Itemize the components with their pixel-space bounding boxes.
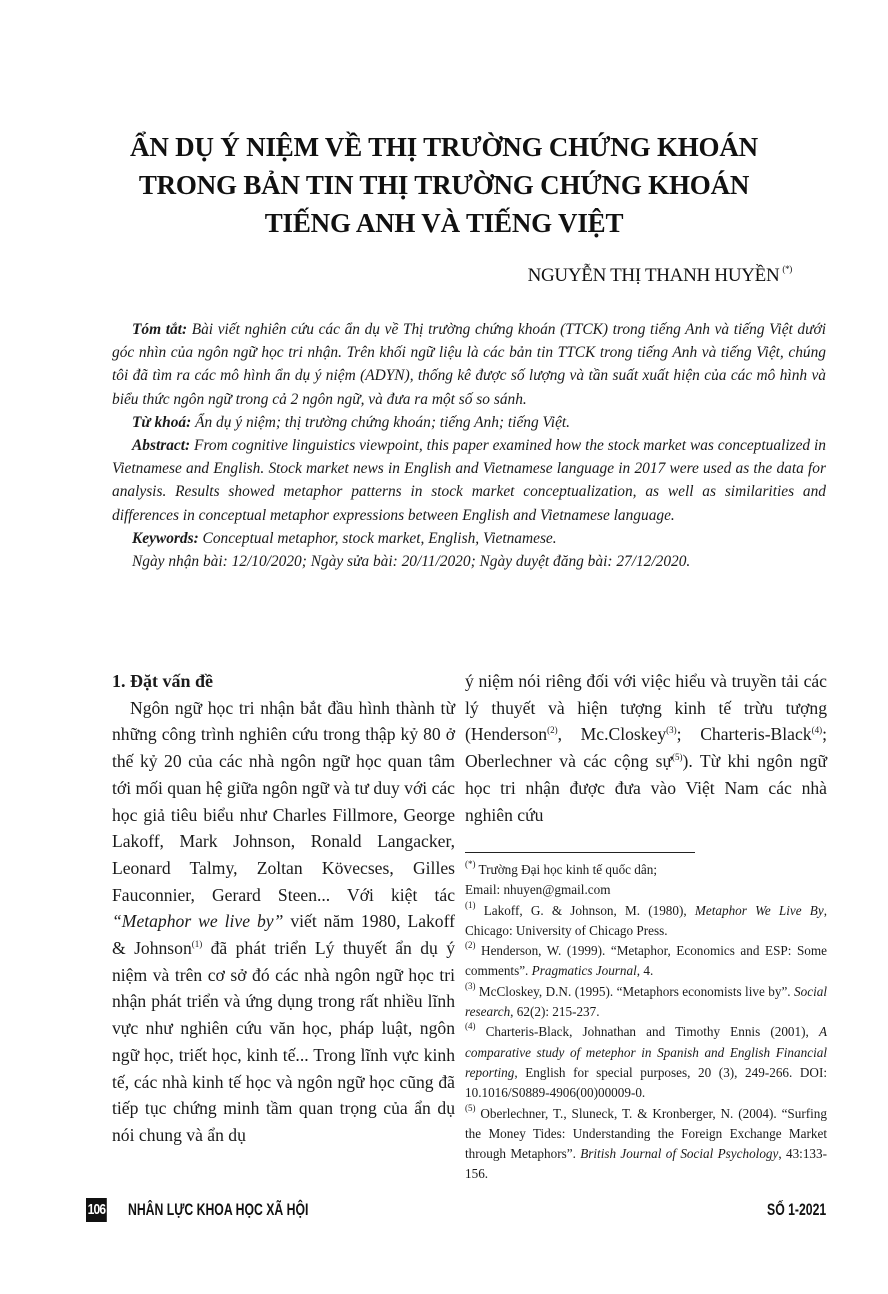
journal-name: NHÂN LỰC KHOA HỌC XÃ HỘI: [128, 1200, 309, 1219]
title-line: ẨN DỤ Ý NIỆM VỀ THỊ TRƯỜNG CHỨNG KHOÁN: [130, 132, 758, 162]
section-heading: 1. Đặt vấn đề: [112, 671, 214, 691]
footnote-text: , Chicago: University of Chicago Press.: [465, 902, 827, 938]
footnote-text: , English for special purposes, 20 (3), 249-266. DOI: 10.1016/S0889-4906(00)00009-0.: [465, 1064, 827, 1101]
footnote-title: Social research: [465, 983, 827, 1020]
footnotes: [465, 860, 827, 1185]
body-text: ý niệm nói riêng đối với việc hiểu và truyền tải các lý thuyết và hiện tượng kinh tế trừu tượng (Henderson: [465, 671, 827, 745]
abstract-label: Abstract:: [132, 437, 191, 455]
abstract-block: [112, 318, 826, 573]
summary-text: Bài viết nghiên cứu các ẩn dụ về Thị trường chứng khoán (TTCK) trong tiếng Anh và tiếng Việt dưới góc nhìn của ngôn ngữ học tri nhận. Trên khối ngữ liệu là các bản tin TTCK trong tiếng Anh và tiếng Việt, chúng tôi đã tìm ra các mô hình ẩn dụ ý niệm (ADYN), thống kê được số lượng và tần suất xuất hiện của các mô hình và biểu thức ngôn ngữ trong cả 2 ngôn ngữ, và đưa ra một số so sánh.: [112, 321, 827, 408]
footnote-title: Metaphor We Live By: [694, 902, 824, 918]
footnote-text: Oberlechner, T., Sluneck, T. & Kronberger, N. (2004). “Surfing the Money Tides: Understanding the Foreign Exchange Market through Metaphors”.: [465, 1105, 827, 1162]
footnote-3: [465, 982, 827, 1023]
vietnamese-summary: [112, 318, 826, 411]
footnote-title: British Journal of Social Psychology: [580, 1146, 779, 1162]
abstract-text: From cognitive linguistics viewpoint, this paper examined how the stock market was conceptualized in Vietnamese and English. Stock market news in English and Vietnamese language in 2017 were used as the data for analysis. Results showed metaphor patterns in stock market conceptualization, as well as similarities and differences in conceptual metaphor expressions between English and Vietnamese language.: [112, 437, 826, 524]
body-text: ; Charteris-Black: [676, 724, 812, 745]
footnote-4: [465, 1022, 827, 1103]
body-text: đã phát triển Lý thuyết ẩn dụ ý niệm và trên cơ sở đó các nhà ngôn ngữ học tri nhận phát triển và ứng dụng trong rất nhiều lĩnh vực như nghiên cứu văn học, pháp luật, ngôn ngữ học, triết học, kinh tế... Trong lĩnh vực kinh tế, các nhà kinh tế học và ngôn ngữ học cũng đã tiếp tục chứng minh tầm quan trọng của ẩn dụ nói chung và ẩn dụ: [112, 938, 455, 1145]
keywords-vn-text: Ẩn dụ ý niệm; thị trường chứng khoán; tiếng Anh; tiếng Việt.: [191, 413, 571, 431]
footnote-ref: (4): [811, 725, 823, 736]
footnote-2: [465, 941, 827, 982]
footnote-ref: (2): [547, 725, 558, 736]
footnote-ref: (5): [672, 752, 683, 763]
footnote-text: McCloskey, D.N. (1995). “Metaphors economists live by”.: [475, 983, 795, 999]
keywords-label: Keywords:: [132, 529, 199, 547]
footnote-text: , 43:133-156.: [465, 1146, 828, 1182]
english-keywords: [112, 527, 826, 550]
submission-dates: Ngày nhận bài: 12/10/2020; Ngày sửa bài: 20/11/2020; Ngày duyệt đăng bài: 27/12/2020.: [132, 553, 691, 571]
author-name: NGUYỄN THỊ THANH HUYỀN: [527, 265, 780, 286]
footnote-text: Charteris-Black, Johnathan and Timothy Ennis (2001),: [475, 1024, 819, 1040]
vietnamese-keywords: [112, 411, 826, 434]
footnote-email: Email: nhuyen@gmail.com: [465, 882, 611, 898]
body-text: ; Oberlechner và các cộng sự: [465, 724, 827, 772]
footnote-separator: [465, 852, 695, 853]
english-abstract: [112, 434, 826, 527]
body-text: ). Từ khi ngôn ngữ học tri nhận được đưa vào Việt Nam các nhà nghiên cứu: [465, 751, 827, 825]
book-title: “Metaphor we live by”: [112, 911, 284, 932]
footnote-text: , 62(2): 215-237.: [510, 1004, 600, 1020]
footnote-mark: (*): [465, 859, 476, 869]
body-text: Ngôn ngữ học tri nhận bắt đầu hình thành từ những công trình nghiên cứu trong thập kỷ 80 ở thế kỷ 20 của các nhà ngôn ngữ học quan tâm tới mối quan hệ giữa ngôn ngữ và tư duy với các học giả tiêu biểu như Charles Fillmore, George Lakoff, Mark Johnson, Ronald Langacker, Leonard Talmy, Zoltan Kövecses, Gilles Fauconnier, Gerard Steen... Với kiệt tác: [112, 697, 455, 905]
author-note-mark: (*): [782, 264, 792, 274]
footnote-mark: (2): [465, 940, 476, 951]
footnote-1: [465, 901, 827, 942]
footnote-title: A comparative study of metephor in Spanish and English Financial reporting: [465, 1024, 827, 1080]
keywords-vn-label: Từ khoá:: [132, 413, 192, 431]
footnote-text: Lakoff, G. & Johnson, M. (1980),: [475, 902, 695, 918]
title-line: TIẾNG ANH VÀ TIẾNG VIỆT: [264, 208, 624, 238]
body-text: , Mc.Closkey: [557, 724, 667, 745]
footnote-mark: (1): [465, 899, 476, 910]
keywords-text: Conceptual metaphor, stock market, English, Vietnamese.: [198, 529, 557, 547]
footnote-text: , 4.: [636, 963, 654, 979]
body-paragraph: [112, 695, 455, 1149]
footnote-ref: (3): [666, 725, 677, 736]
issue-number: SỐ 1-2021: [766, 1200, 826, 1219]
author-line: [528, 264, 792, 287]
title-line: TRONG BẢN TIN THỊ TRƯỜNG CHỨNG KHOÁN: [138, 170, 750, 200]
page-footer: [86, 1197, 826, 1225]
footnote-mark: (3): [465, 980, 476, 991]
summary-label: Tóm tắt:: [132, 321, 188, 338]
footnote-5: [465, 1104, 827, 1185]
footnote-affiliation: [465, 860, 827, 880]
footnote-title: Pragmatics Journal: [531, 963, 637, 979]
footnote-mark: (4): [465, 1021, 476, 1032]
page-number: 106: [86, 1198, 107, 1222]
body-paragraph-continued: [465, 668, 827, 828]
footnote-mark: (5): [465, 1102, 476, 1113]
right-column: [465, 668, 827, 828]
left-column: [112, 668, 455, 1149]
footnote-ref: (1): [191, 939, 203, 950]
article-title: [60, 128, 828, 242]
affiliation-text: Trường Đại học kinh tế quốc dân;: [475, 862, 658, 877]
body-text: viết năm 1980, Lakoff & Johnson: [112, 911, 456, 959]
footnote-text: Henderson, W. (1999). “Metaphor, Economics and ESP: Some comments”.: [465, 943, 827, 979]
